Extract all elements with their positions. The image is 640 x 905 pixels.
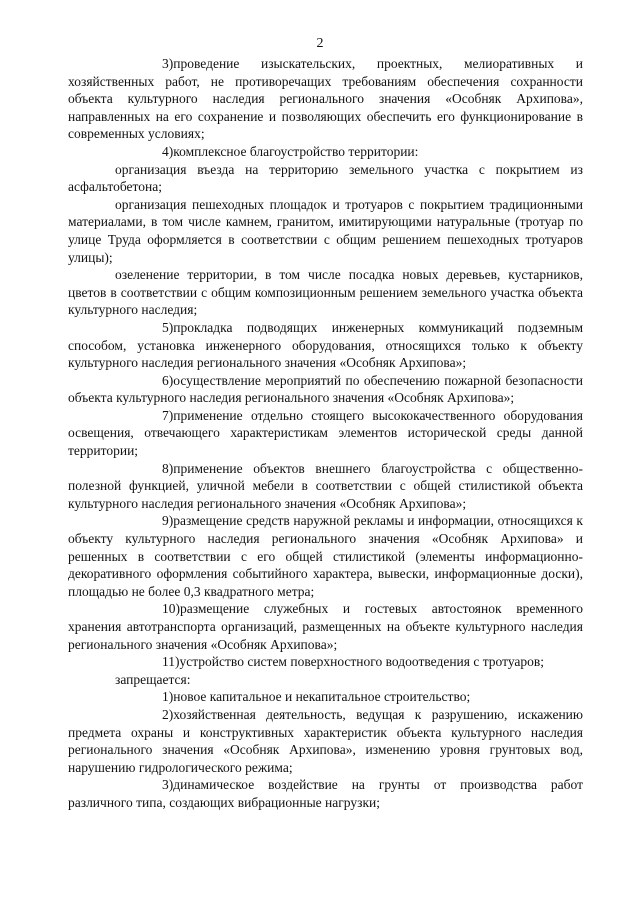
item-number: 5) bbox=[162, 319, 174, 335]
item-number: 3) bbox=[162, 56, 174, 71]
item-text: размещение средств наружной рекламы и информации, относящихся к объекту культурного наследия регионального значения «Особняк Архипова» и решенных в соответствии с его общей стилистикой (элементы информационно-декоративного оформления событийного характера, вывески, информационные доски), площадью не более 0,3 квадратного метра; bbox=[68, 513, 583, 599]
item-number: 11) bbox=[162, 654, 180, 670]
item-text: применение объектов внешнего благоустройства с общественно-полезной функцией, уличной мебели в соответствии с общей стилистикой объекта культурного наследия регионального значения «Особняк Архипова»; bbox=[68, 460, 583, 511]
item-number: 6) bbox=[162, 372, 174, 388]
item-text: организация въезда на территорию земельного участка с покрытием из асфальтобетона; bbox=[68, 161, 583, 195]
item-text: прокладка подводящих инженерных коммуникаций подземным способом, установка инженерного оборудования, относящихся только к объекту культурного наследия регионального значения «Особняк Архипова»; bbox=[68, 319, 583, 371]
item-text: новое капитальное и некапитальное строительство; bbox=[173, 689, 471, 705]
item-text: проведение изыскательских, проектных, мелиоративных и хозяйственных работ, не противоречащих требованиям обеспечения сохранности объекта культурного наследия регионального значения «Особняк Архипова», направленных на его сохранение и позволяющих обеспечить его функционирование в современных условиях; bbox=[68, 56, 583, 142]
list-item bbox=[68, 512, 583, 600]
item-text: осуществление мероприятий по обеспечению пожарной безопасности объекта культурного наследия регионального значения «Особняк Архипова»; bbox=[68, 372, 583, 406]
item-number: 4) bbox=[162, 143, 174, 159]
item-text: озеленение территории, в том числе посадка новых деревьев, кустарников, цветов в соответствии с общим композиционным решением земельного участка объекта культурного наследия; bbox=[68, 267, 583, 318]
list-item bbox=[68, 266, 583, 319]
list-item bbox=[68, 196, 583, 266]
item-text: динамическое воздействие на грунты от производства работ различного типа, создающих вибрационные нагрузки; bbox=[68, 777, 583, 810]
item-number: 3) bbox=[162, 777, 174, 793]
item-number: 9) bbox=[162, 513, 174, 529]
list-item bbox=[68, 143, 583, 161]
item-text: запрещается: bbox=[115, 671, 191, 687]
item-text: размещение служебных и гостевых автостоянок временного хранения автотранспорта организаций, размещенных на объекте культурного наследия регионального значения «Особняк Архипова»; bbox=[68, 601, 583, 652]
list-item bbox=[68, 460, 583, 513]
list-item bbox=[68, 688, 583, 706]
item-number: 8) bbox=[162, 460, 174, 476]
page-number: 2 bbox=[316, 36, 324, 51]
document-body bbox=[68, 55, 583, 812]
list-item bbox=[68, 372, 583, 407]
item-text: устройство систем поверхностного водоотведения с тротуаров; bbox=[179, 654, 545, 670]
item-number: 7) bbox=[162, 407, 174, 423]
item-text: применение отдельно стоящего высококачественного оборудования освещения, отвечающего характеристикам элементов исторической среды данной территории; bbox=[68, 407, 583, 459]
list-item bbox=[68, 653, 583, 671]
item-number: 10) bbox=[162, 601, 180, 617]
list-item bbox=[68, 600, 583, 653]
list-item bbox=[68, 776, 583, 811]
item-text: комплексное благоустройство территории: bbox=[173, 143, 419, 159]
list-item bbox=[68, 407, 583, 460]
list-item bbox=[68, 55, 583, 143]
item-text: организация пешеходных площадок и тротуаров с покрытием традиционными материалами, в том числе камнем, гранитом, имитирующими натуральные (тротуар по улице Труда оформляется в соответствии с общим решением пешеходных тротуаров улицы); bbox=[68, 196, 583, 265]
item-number: 2) bbox=[162, 706, 174, 722]
list-item bbox=[68, 671, 583, 689]
list-item bbox=[68, 319, 583, 372]
item-number: 1) bbox=[162, 689, 174, 705]
list-item bbox=[68, 161, 583, 196]
item-text: хозяйственная деятельность, ведущая к разрушению, искажению предмета охраны и конструктивных характеристик объекта культурного наследия регионального значения «Особняк Архипова», изменению уровня грунтовых вод, нарушению гидрологического режима; bbox=[68, 706, 583, 775]
list-item bbox=[68, 706, 583, 776]
